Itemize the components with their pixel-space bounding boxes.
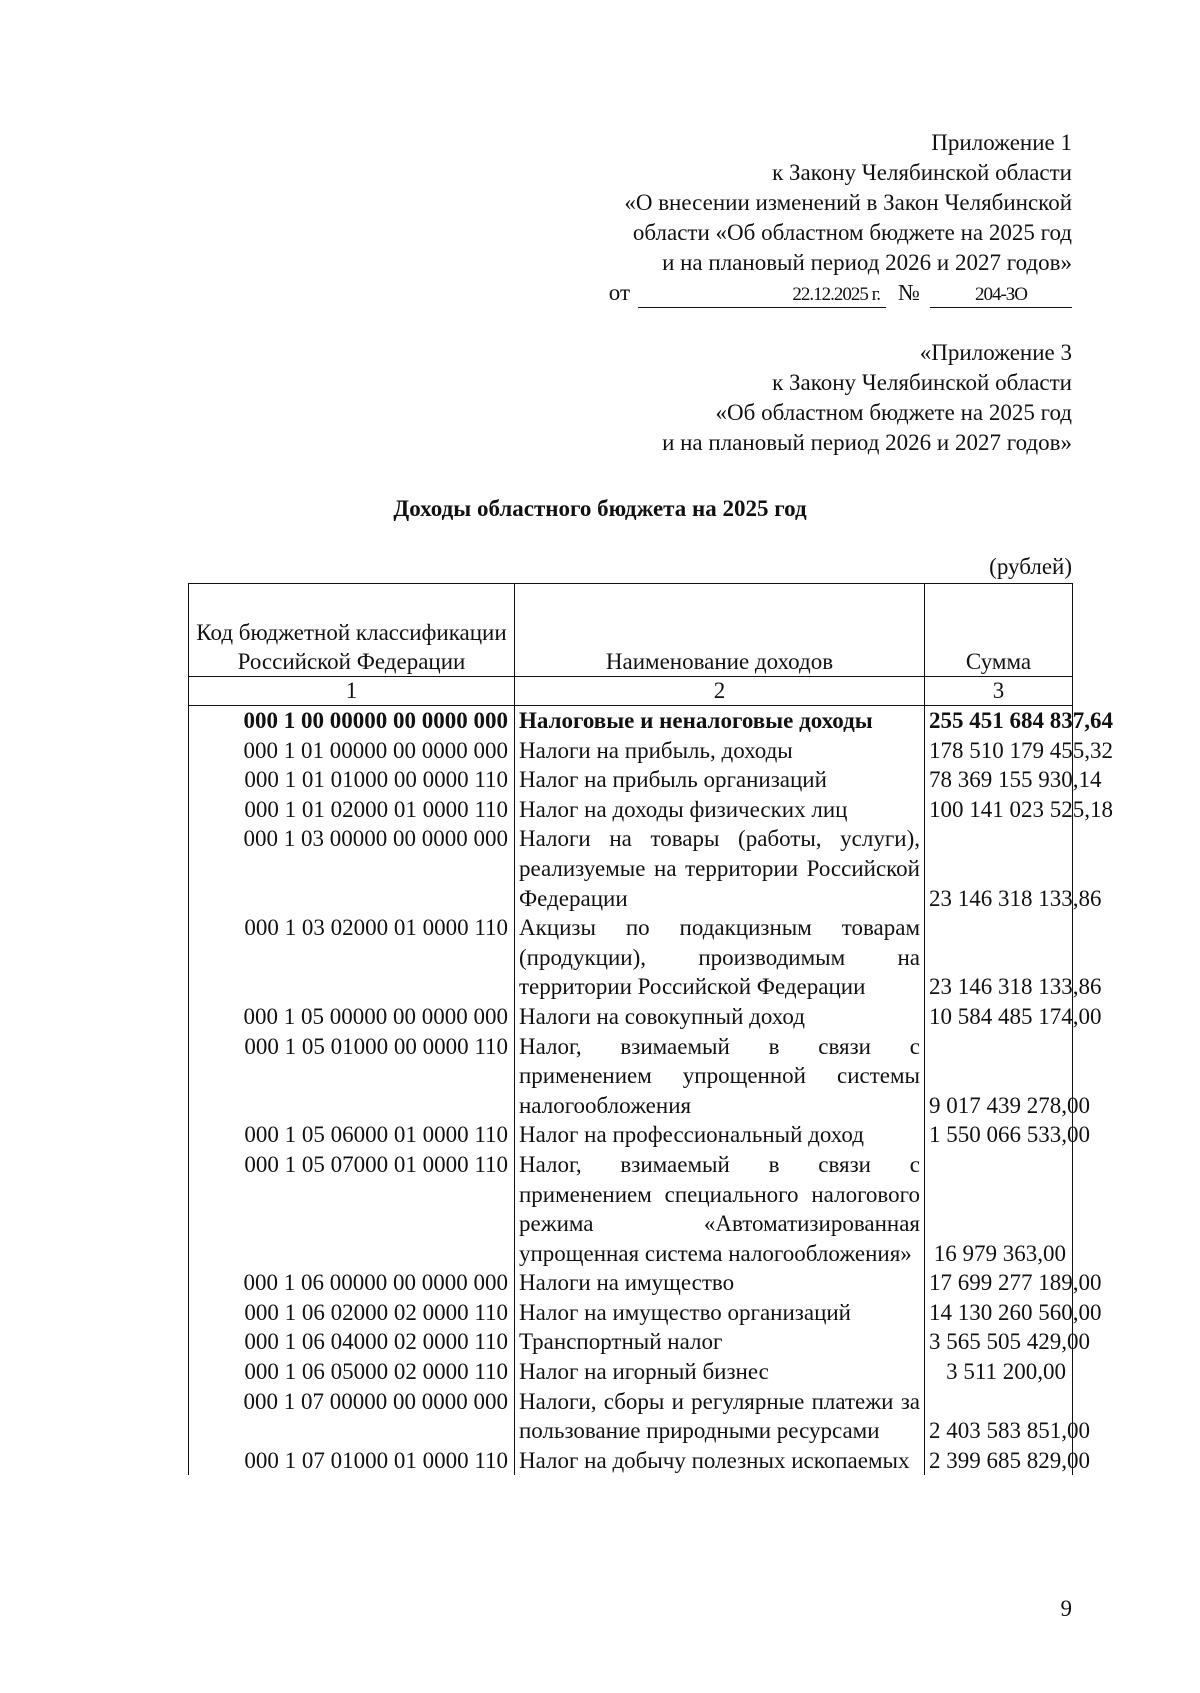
row-name: Налог на профессиональный доход	[515, 1120, 925, 1150]
row-code: 000 1 05 06000 01 0000 110	[189, 1120, 515, 1150]
row-code: 000 1 06 00000 00 0000 000	[189, 1268, 515, 1298]
date-prefix: от	[608, 280, 631, 305]
row-name: Налог, взимаемый в связи с применением специального налогового режима «Автоматизированная упрощенная система налогообложения»	[515, 1150, 925, 1268]
appendix-1-line: «О внесении изменений в Закон Челябинской	[624, 190, 1072, 215]
header-sum: Сумма	[925, 584, 1073, 677]
row-sum: 3 565 505 429,00	[925, 1327, 1073, 1357]
document-title: Доходы областного бюджета на 2025 год	[393, 496, 807, 521]
row-name: Налоги на товары (работы, услуги), реализуемые на территории Российской Федерации	[515, 824, 925, 913]
table-row	[189, 706, 1073, 736]
appendix-3-line: к Закону Челябинской области	[772, 370, 1072, 395]
table-row	[189, 1327, 1073, 1357]
table-row	[189, 1446, 1073, 1476]
table-row	[189, 1150, 1073, 1268]
header-name: Наименование доходов	[515, 584, 925, 677]
row-sum: 16 979 363,00	[925, 1150, 1073, 1268]
column-number: 1	[189, 677, 515, 706]
row-sum: 1 550 066 533,00	[925, 1120, 1073, 1150]
appendix-1-line: Приложение 1	[931, 130, 1072, 155]
page-number: 9	[1060, 1596, 1072, 1621]
table-row	[189, 795, 1073, 825]
row-sum: 78 369 155 930,14	[925, 765, 1073, 795]
row-name: Акцизы по подакцизным товарам (продукции), производимым на территории Российской Федерации	[515, 913, 925, 1002]
row-sum: 14 130 260 560,00	[925, 1298, 1073, 1328]
table-row	[189, 1298, 1073, 1328]
row-sum: 10 584 485 174,00	[925, 1002, 1073, 1032]
appendix-3-line: и на плановый период 2026 и 2027 годов»	[662, 430, 1072, 455]
column-number-row	[189, 677, 1073, 706]
table-row	[189, 1357, 1073, 1387]
row-code: 000 1 01 02000 01 0000 110	[189, 795, 515, 825]
appendix-1-header	[609, 128, 1072, 308]
table-row	[189, 1120, 1073, 1150]
table-row	[189, 913, 1073, 1002]
row-code: 000 1 07 01000 01 0000 110	[189, 1446, 515, 1476]
row-sum: 17 699 277 189,00	[925, 1268, 1073, 1298]
number-label: №	[898, 280, 920, 305]
row-name: Налоги на совокупный доход	[515, 1002, 925, 1032]
row-code: 000 1 07 00000 00 0000 000	[189, 1387, 515, 1446]
row-code: 000 1 03 02000 01 0000 110	[189, 913, 515, 1002]
row-code: 000 1 06 04000 02 0000 110	[189, 1327, 515, 1357]
table-row	[189, 824, 1073, 913]
row-name: Налог на прибыль организаций	[515, 765, 925, 795]
row-name: Налоги на имущество	[515, 1268, 925, 1298]
row-code: 000 1 05 01000 00 0000 110	[189, 1032, 515, 1121]
table-row	[189, 1387, 1073, 1446]
column-number: 3	[925, 677, 1073, 706]
revenue-table	[188, 583, 1113, 1475]
row-code: 000 1 06 02000 02 0000 110	[189, 1298, 515, 1328]
row-code: 000 1 05 00000 00 0000 000	[189, 1002, 515, 1032]
row-name: Налоги, сборы и регулярные платежи за пользование природными ресурсами	[515, 1387, 925, 1446]
table-body	[189, 706, 1113, 1476]
row-sum: 2 399 685 829,00	[925, 1446, 1073, 1476]
row-name: Транспортный налог	[515, 1327, 925, 1357]
table-row	[189, 1032, 1073, 1121]
header-code: Код бюджетной классификации Российской Федерации	[189, 584, 515, 677]
row-name: Налог, взимаемый в связи с применением упрощенной системы налогообложения	[515, 1032, 925, 1121]
column-number: 2	[515, 677, 925, 706]
appendix-1-line: к Закону Челябинской области	[772, 160, 1072, 185]
table-row	[189, 1002, 1073, 1032]
row-sum: 255 451 684 837,64	[925, 706, 1073, 736]
law-date-number-line	[609, 278, 1072, 308]
table-row	[189, 736, 1073, 766]
appendix-1-line: области «Об областном бюджете на 2025 год	[632, 220, 1072, 245]
row-code: 000 1 01 00000 00 0000 000	[189, 736, 515, 766]
row-name: Налоги на прибыль, доходы	[515, 736, 925, 766]
law-number: 204-ЗО	[930, 283, 1072, 308]
row-sum: 23 146 318 133,86	[925, 824, 1073, 913]
row-sum: 3 511 200,00	[925, 1357, 1073, 1387]
row-code: 000 1 00 00000 00 0000 000	[189, 706, 515, 736]
row-sum: 2 403 583 851,00	[925, 1387, 1073, 1446]
table-header-row	[189, 584, 1073, 677]
row-code: 000 1 06 05000 02 0000 110	[189, 1357, 515, 1387]
appendix-3-line: «Приложение 3	[919, 340, 1072, 365]
appendix-3-header	[662, 338, 1072, 458]
appendix-1-line: и на плановый период 2026 и 2027 годов»	[662, 250, 1072, 275]
row-name: Налог на игорный бизнес	[515, 1357, 925, 1387]
row-name: Налог на доходы физических лиц	[515, 795, 925, 825]
row-code: 000 1 05 07000 01 0000 110	[189, 1150, 515, 1268]
row-name: Налог на добычу полезных ископаемых	[515, 1446, 925, 1476]
row-name: Налог на имущество организаций	[515, 1298, 925, 1328]
row-code: 000 1 03 00000 00 0000 000	[189, 824, 515, 913]
table-row	[189, 765, 1073, 795]
row-code: 000 1 01 01000 00 0000 110	[189, 765, 515, 795]
row-sum: 9 017 439 278,00	[925, 1032, 1073, 1121]
units-label: (рублей)	[989, 554, 1072, 579]
appendix-3-line: «Об областном бюджете на 2025 год	[715, 400, 1072, 425]
row-sum: 178 510 179 455,32	[925, 736, 1073, 766]
law-date: 22.12.2025 г.	[638, 283, 886, 308]
row-name: Налоговые и неналоговые доходы	[515, 706, 925, 736]
row-sum: 100 141 023 525,18	[925, 795, 1073, 825]
table-row	[189, 1268, 1073, 1298]
row-sum: 23 146 318 133,86	[925, 913, 1073, 1002]
